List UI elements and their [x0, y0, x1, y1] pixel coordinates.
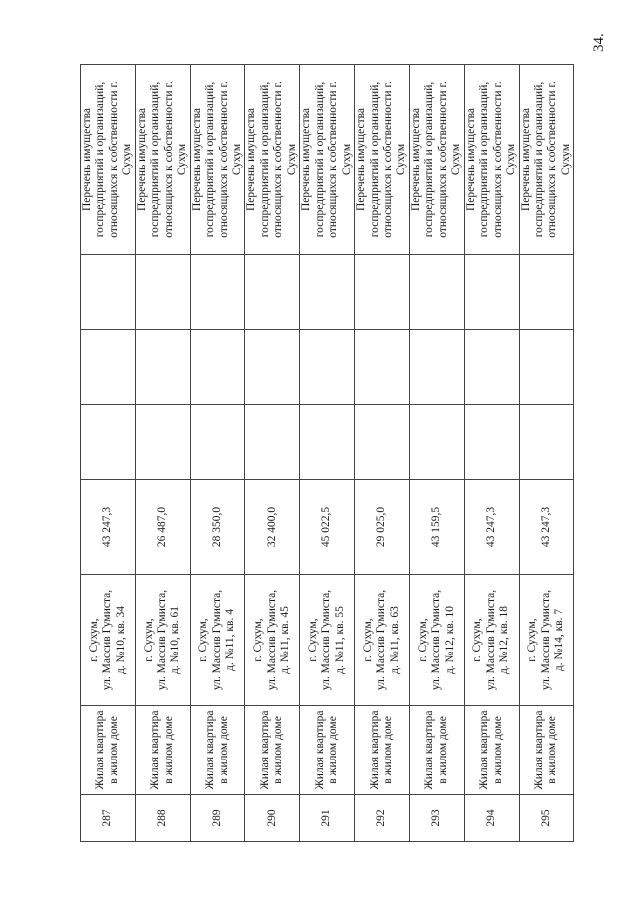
address-line: ул. Массив Гумиста,	[430, 589, 443, 691]
value-cell: 29 025,0	[355, 480, 410, 575]
row-number-cell: 288	[135, 795, 190, 842]
basis-cell: Перечень имущества госпредприятий и организаций, относящихся к собственности г. Сухум	[464, 65, 519, 255]
property-type-cell: Жилая квартира в жилом доме	[519, 706, 574, 795]
empty-cell	[135, 255, 190, 330]
empty-cell	[355, 405, 410, 480]
empty-cell	[135, 330, 190, 405]
empty-cell	[519, 330, 574, 405]
address-line: д. №11, кв. 55	[333, 606, 346, 674]
address-line: г. Сухум,	[306, 618, 319, 662]
row-number-cell: 294	[464, 795, 519, 842]
empty-cell	[190, 330, 245, 405]
table-row	[464, 65, 519, 842]
table-row	[519, 65, 574, 842]
property-type-cell: Жилая квартира в жилом доме	[135, 706, 190, 795]
empty-cell	[81, 330, 136, 405]
address-line: г. Сухум,	[142, 618, 155, 662]
empty-cell	[81, 255, 136, 330]
address-line: г. Сухум,	[526, 618, 539, 662]
empty-cell	[464, 330, 519, 405]
address-cell	[409, 575, 464, 706]
address-line: д. №11, кв. 4	[224, 609, 237, 671]
address-cell	[135, 575, 190, 706]
property-type-cell: Жилая квартира в жилом доме	[300, 706, 355, 795]
address-line: ул. Массив Гумиста,	[484, 589, 497, 691]
address-line: г. Сухум,	[197, 618, 210, 662]
row-number-cell: 293	[409, 795, 464, 842]
address-line: д. №14, кв. 7	[553, 608, 566, 672]
address-line: ул. Массив Гумиста,	[265, 589, 278, 691]
empty-cell	[190, 255, 245, 330]
row-number-cell: 292	[355, 795, 410, 842]
basis-cell: Перечень имущества госпредприятий и организаций, относящихся к собственности г. Сухум	[190, 65, 245, 255]
row-number-cell: 295	[519, 795, 574, 842]
table-row	[135, 65, 190, 842]
address-cell	[519, 575, 574, 706]
table-row	[245, 65, 300, 842]
empty-cell	[355, 255, 410, 330]
address-line: д. №12, кв. 10	[443, 605, 456, 675]
address-cell	[464, 575, 519, 706]
empty-cell	[409, 405, 464, 480]
document-sheet	[80, 65, 572, 842]
address-line: ул. Массив Гумиста,	[210, 589, 223, 691]
address-line: ул. Массив Гумиста,	[539, 589, 552, 691]
empty-cell	[519, 255, 574, 330]
empty-cell	[135, 405, 190, 480]
empty-cell	[300, 255, 355, 330]
empty-cell	[81, 405, 136, 480]
property-type-cell: Жилая квартира в жилом доме	[190, 706, 245, 795]
empty-cell	[300, 405, 355, 480]
value-cell: 43 159,5	[409, 480, 464, 575]
basis-cell: Перечень имущества госпредприятий и организаций, относящихся к собственности г. Сухум	[300, 65, 355, 255]
empty-cell	[300, 330, 355, 405]
row-number-cell: 291	[300, 795, 355, 842]
address-line: ул. Массив Гумиста,	[155, 589, 168, 691]
address-cell	[355, 575, 410, 706]
address-line: ул. Массив Гумиста,	[375, 589, 388, 691]
value-cell: 43 247,3	[464, 480, 519, 575]
basis-cell: Перечень имущества госпредприятий и организаций, относящихся к собственности г. Сухум	[245, 65, 300, 255]
empty-cell	[464, 405, 519, 480]
rotated-table-wrapper	[80, 65, 572, 842]
table-body	[81, 65, 574, 842]
address-cell	[245, 575, 300, 706]
value-cell: 43 247,3	[81, 480, 136, 575]
value-cell: 45 022,5	[300, 480, 355, 575]
property-registry-table	[80, 64, 574, 842]
empty-cell	[409, 255, 464, 330]
empty-cell	[245, 255, 300, 330]
table-row	[409, 65, 464, 842]
value-cell: 32 400,0	[245, 480, 300, 575]
empty-cell	[245, 405, 300, 480]
row-number-cell: 289	[190, 795, 245, 842]
address-line: г. Сухум,	[252, 618, 265, 662]
basis-cell: Перечень имущества госпредприятий и организаций, относящихся к собственности г. Сухум	[135, 65, 190, 255]
address-line: д. №10, кв. 61	[169, 605, 182, 675]
empty-cell	[464, 255, 519, 330]
value-cell: 28 350,0	[190, 480, 245, 575]
basis-cell: Перечень имущества госпредприятий и организаций, относящихся к собственности г. Сухум	[81, 65, 136, 255]
empty-cell	[519, 405, 574, 480]
address-line: д. №12, кв. 18	[498, 605, 511, 675]
empty-cell	[190, 405, 245, 480]
value-cell: 43 247,3	[519, 480, 574, 575]
row-number-cell: 287	[81, 795, 136, 842]
page-number: 34.	[591, 33, 607, 52]
address-cell	[300, 575, 355, 706]
address-line: г. Сухум,	[416, 618, 429, 662]
address-line: г. Сухум,	[471, 618, 484, 662]
address-cell	[81, 575, 136, 706]
property-type-cell: Жилая квартира в жилом доме	[81, 706, 136, 795]
address-line: д. №11, кв. 45	[279, 606, 292, 674]
basis-cell: Перечень имущества госпредприятий и организаций, относящихся к собственности г. Сухум	[355, 65, 410, 255]
table-row	[190, 65, 245, 842]
basis-cell: Перечень имущества госпредприятий и организаций, относящихся к собственности г. Сухум	[519, 65, 574, 255]
property-type-cell: Жилая квартира в жилом доме	[464, 706, 519, 795]
address-line: ул. Массив Гумиста,	[101, 589, 114, 691]
address-line: ул. Массив Гумиста,	[320, 589, 333, 691]
empty-cell	[245, 330, 300, 405]
table-row	[300, 65, 355, 842]
address-line: д. №11, кв. 63	[388, 606, 401, 674]
address-line: г. Сухум,	[361, 618, 374, 662]
address-line: г. Сухум,	[87, 618, 100, 662]
empty-cell	[409, 330, 464, 405]
property-type-cell: Жилая квартира в жилом доме	[355, 706, 410, 795]
empty-cell	[355, 330, 410, 405]
value-cell: 26 487,0	[135, 480, 190, 575]
address-line: д. №10, кв. 34	[114, 605, 127, 675]
property-type-cell: Жилая квартира в жилом доме	[245, 706, 300, 795]
property-type-cell: Жилая квартира в жилом доме	[409, 706, 464, 795]
table-row	[355, 65, 410, 842]
table-row	[81, 65, 136, 842]
row-number-cell: 290	[245, 795, 300, 842]
address-cell	[190, 575, 245, 706]
basis-cell: Перечень имущества госпредприятий и организаций, относящихся к собственности г. Сухум	[409, 65, 464, 255]
